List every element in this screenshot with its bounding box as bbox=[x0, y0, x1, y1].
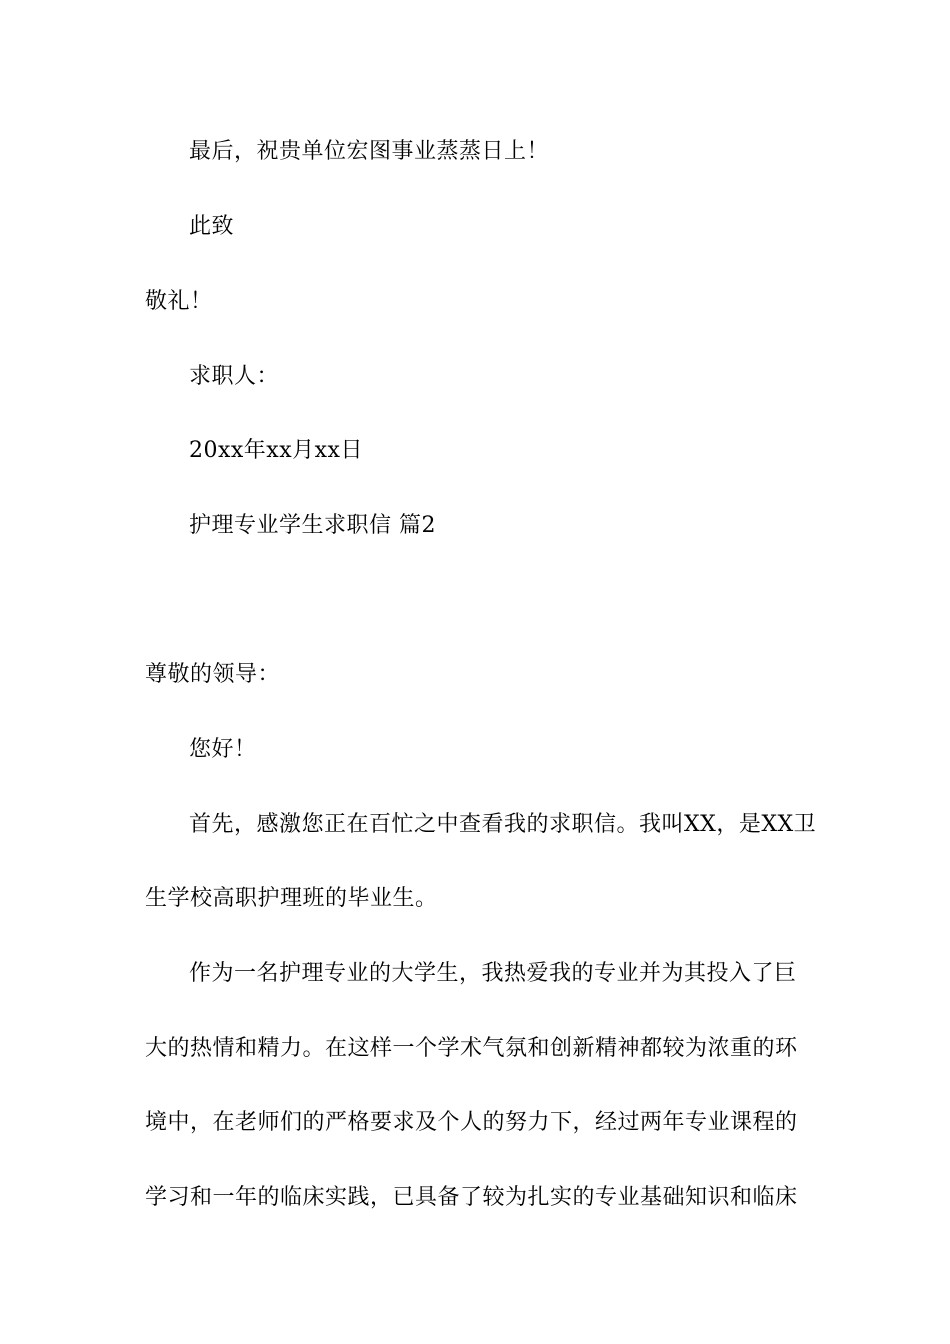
section-heading: 护理专业学生求职信 篇2 bbox=[189, 513, 436, 538]
paragraph-1-line-1: 首先，感激您正在百忙之中查看我的求职信。我叫XX，是XX卫 bbox=[189, 812, 817, 837]
greeting-line: 尊敬的领导： bbox=[145, 662, 281, 687]
paragraph-2-line-2: 大的热情和精力。在这样一个学术气氛和创新精神都较为浓重的环 bbox=[145, 1036, 798, 1061]
letter-date: 20xx年xx月xx日 bbox=[189, 438, 363, 463]
paragraph-2-line-3: 境中，在老师们的严格要求及个人的努力下，经过两年专业课程的 bbox=[145, 1110, 798, 1135]
paragraph-2-line-1: 作为一名护理专业的大学生，我热爱我的专业并为其投入了巨 bbox=[189, 961, 797, 986]
salutation-close-line: 此致 bbox=[189, 214, 235, 239]
hello-line: 您好！ bbox=[189, 737, 257, 762]
closing-wish-line: 最后，祝贵单位宏图事业蒸蒸日上！ bbox=[189, 139, 550, 164]
signer-label: 求职人： bbox=[189, 364, 280, 389]
paragraph-2-line-4: 学习和一年的临床实践，已具备了较为扎实的专业基础知识和临床 bbox=[145, 1185, 798, 1210]
paragraph-1-line-2: 生学校高职护理班的毕业生。 bbox=[145, 886, 438, 911]
salutation-respect-line: 敬礼！ bbox=[145, 289, 213, 314]
